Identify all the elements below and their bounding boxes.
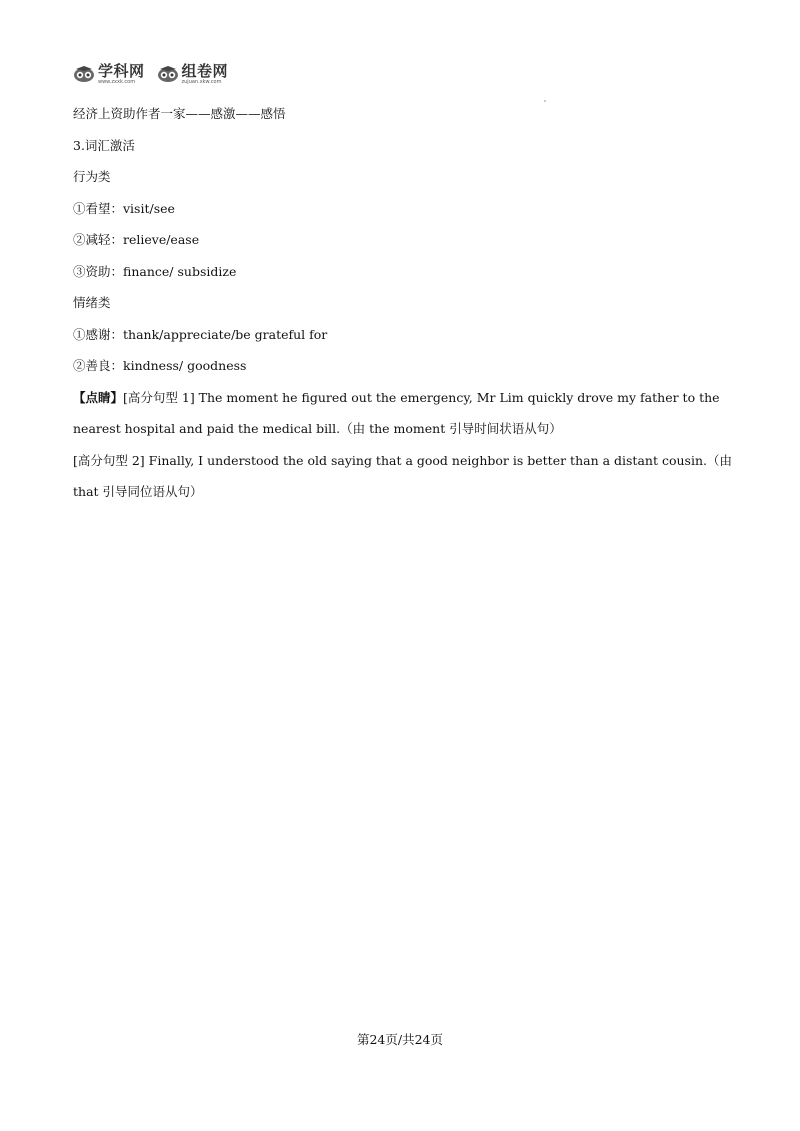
category-heading: 情绪类 (73, 295, 111, 310)
logo-zxxk-text: 学科网 (98, 61, 145, 80)
vocab-item: ①感谢：thank/appreciate/be grateful for (73, 326, 328, 342)
vocab-item: ①看望：visit/see (73, 200, 175, 216)
logo-zujuan (157, 61, 229, 85)
logo-zujuan-text: 组卷网 (181, 61, 229, 80)
highlight-tag: 【点睛】 (73, 389, 124, 405)
document-body (73, 98, 733, 508)
vocab-item: ③资助：finance/ subsidize (73, 263, 237, 279)
owl-icon (73, 65, 95, 83)
section-heading: 3.词汇激活 (73, 137, 135, 153)
vocab-item: ②减轻：relieve/ease (73, 232, 200, 247)
header (73, 60, 240, 88)
highlight-sentence-2: [高分句型 2] Finally, I understood the old saying that a good neighbor is better than a distant cousin.（由 that 引导同位语从句） (73, 452, 732, 499)
logo-zujuan-url: zujuan.xkw.com (181, 78, 222, 85)
logo-zxxk (73, 61, 145, 85)
highlight-sentence-1 (73, 382, 733, 445)
vocab-item: ②善良：kindness/ goodness (73, 358, 247, 373)
text-line: 经济上资助作者一家——感激——感悟 (73, 106, 286, 121)
owl-icon (157, 65, 179, 83)
category-heading: 行为类 (73, 169, 111, 184)
page-number: 第24页/共24页 (356, 1032, 444, 1047)
highlight-sentence-1-text: [高分句型 1] The moment he figured out the emergency, Mr Lim quickly drove my father to the nearest hospital and paid the medical bill.（由 the moment 引导时间状语从句） (73, 389, 720, 436)
logo-zxxk-url: www.zxxk.com (98, 78, 136, 85)
